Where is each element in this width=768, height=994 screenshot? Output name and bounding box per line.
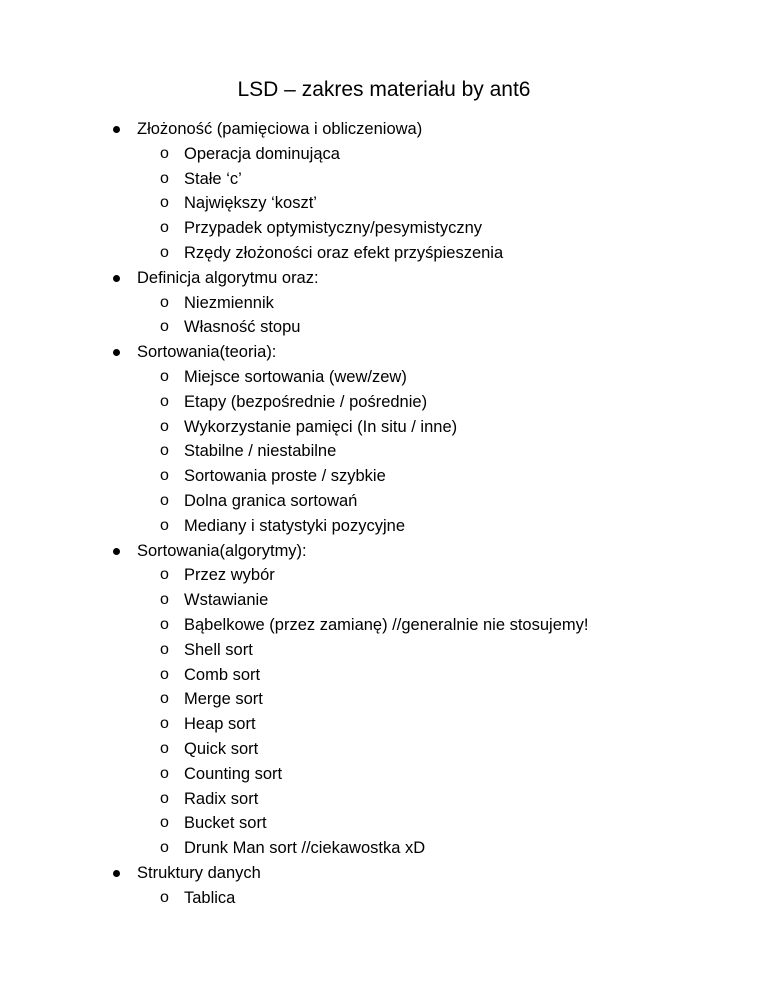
outline-subitem-label: Dolna granica sortowań	[184, 491, 358, 510]
outline-subitem-label: Heap sort	[184, 715, 256, 734]
outline-subitem-label: Drunk Man sort //ciekawostka xD	[184, 839, 426, 858]
circle-bullet-icon: o	[160, 690, 169, 708]
outline-subitem-label: Quick sort	[184, 739, 259, 758]
outline-subitem-label: Operacja dominująca	[184, 144, 340, 163]
outline-item-label: Struktury danych	[137, 863, 261, 882]
circle-bullet-icon: o	[160, 219, 169, 237]
outline-subitem-label: Miejsce sortowania (wew/zew)	[184, 367, 407, 386]
outline-item	[0, 861, 768, 886]
outline-item	[0, 117, 768, 142]
outline-item-label: Złożoność (pamięciowa i obliczeniowa)	[137, 120, 423, 138]
outline-subitem	[0, 712, 768, 737]
bullet-icon	[113, 349, 120, 356]
document-title: LSD – zakres materiału by ant6	[237, 78, 531, 101]
circle-bullet-icon: o	[160, 144, 169, 162]
circle-bullet-icon: o	[160, 640, 169, 658]
outline-subitem	[0, 167, 768, 192]
circle-bullet-icon: o	[160, 839, 169, 857]
outline-subitem-label: Rzędy złożoności oraz efekt przyśpieszenia	[184, 243, 504, 262]
outline-subitem	[0, 464, 768, 489]
outline-subitem-label: Counting sort	[184, 764, 283, 783]
outline-item	[0, 266, 768, 291]
outline-subitem	[0, 737, 768, 762]
circle-bullet-icon: o	[160, 442, 169, 460]
circle-bullet-icon: o	[160, 169, 169, 187]
topic-outline	[0, 117, 768, 911]
outline-subitem-label: Mediany i statystyki pozycyjne	[184, 516, 406, 535]
circle-bullet-icon: o	[160, 764, 169, 782]
outline-subitem-label: Wykorzystanie pamięci (In situ / inne)	[184, 417, 458, 436]
outline-item-label: Definicja algorytmu oraz:	[137, 268, 319, 287]
outline-subitem	[0, 787, 768, 812]
outline-subitem-label: Comb sort	[184, 665, 261, 684]
outline-subitem-label: Przypadek optymistyczny/pesymistyczny	[184, 219, 483, 238]
outline-subitem	[0, 687, 768, 712]
outline-subitem-label: Shell sort	[184, 640, 253, 659]
outline-subitem	[0, 390, 768, 415]
bullet-icon	[113, 126, 120, 133]
circle-bullet-icon: o	[160, 293, 169, 311]
outline-subitem-label: Przez wybór	[184, 566, 275, 585]
outline-subitem	[0, 241, 768, 266]
outline-subitem-label: Stałe ‘c’	[184, 169, 242, 188]
outline-subitem-label: Niezmiennik	[184, 293, 274, 312]
outline-item	[0, 340, 768, 365]
bullet-icon	[113, 548, 120, 555]
outline-subitem	[0, 663, 768, 688]
outline-subitem	[0, 415, 768, 440]
outline-subitem	[0, 811, 768, 836]
outline-subitem	[0, 588, 768, 613]
outline-subitem-label: Etapy (bezpośrednie / pośrednie)	[184, 392, 428, 411]
outline-subitem	[0, 191, 768, 216]
outline-subitem	[0, 638, 768, 663]
circle-bullet-icon: o	[160, 888, 169, 906]
circle-bullet-icon: o	[160, 591, 169, 609]
outline-subitem	[0, 563, 768, 588]
outline-item-label: Sortowania(algorytmy):	[137, 541, 307, 560]
outline-subitem	[0, 836, 768, 861]
circle-bullet-icon: o	[160, 715, 169, 733]
bullet-icon	[113, 275, 120, 282]
outline-subitem-label: Wstawianie	[184, 591, 269, 610]
circle-bullet-icon: o	[160, 814, 169, 832]
outline-subitem	[0, 762, 768, 787]
outline-subitem	[0, 489, 768, 514]
outline-subitem	[0, 613, 768, 638]
circle-bullet-icon: o	[160, 243, 169, 261]
circle-bullet-icon: o	[160, 566, 169, 584]
circle-bullet-icon: o	[160, 417, 169, 435]
circle-bullet-icon: o	[160, 615, 169, 633]
outline-subitem-label: Tablica	[184, 888, 236, 907]
outline-subitem-label: Stabilne / niestabilne	[184, 442, 337, 461]
outline-subitem	[0, 216, 768, 241]
outline-subitem-label: Największy ‘koszt’	[184, 194, 317, 213]
outline-subitem	[0, 365, 768, 390]
circle-bullet-icon: o	[160, 367, 169, 385]
outline-subitem-label: Radix sort	[184, 789, 259, 808]
outline-subitem-label: Sortowania proste / szybkie	[184, 467, 386, 486]
outline-subitem	[0, 439, 768, 464]
circle-bullet-icon: o	[160, 665, 169, 683]
outline-subitem-label: Własność stopu	[184, 318, 301, 337]
outline-subitem-label: Merge sort	[184, 690, 263, 709]
circle-bullet-icon: o	[160, 739, 169, 757]
circle-bullet-icon: o	[160, 318, 169, 336]
outline-subitem-label: Bąbelkowe (przez zamianę) //generalnie nie stosujemy!	[184, 615, 589, 634]
bullet-icon	[113, 870, 120, 877]
circle-bullet-icon: o	[160, 392, 169, 410]
outline-item-label: Sortowania(teoria):	[137, 343, 277, 362]
outline-subitem	[0, 315, 768, 340]
outline-subitem	[0, 886, 768, 911]
outline-subitem	[0, 514, 768, 539]
outline-subitem-label: Bucket sort	[184, 814, 267, 833]
circle-bullet-icon: o	[160, 491, 169, 509]
circle-bullet-icon: o	[160, 516, 169, 534]
outline-subitem	[0, 142, 768, 167]
circle-bullet-icon: o	[160, 789, 169, 807]
circle-bullet-icon: o	[160, 194, 169, 212]
circle-bullet-icon: o	[160, 467, 169, 485]
outline-item	[0, 539, 768, 564]
outline-subitem	[0, 291, 768, 316]
